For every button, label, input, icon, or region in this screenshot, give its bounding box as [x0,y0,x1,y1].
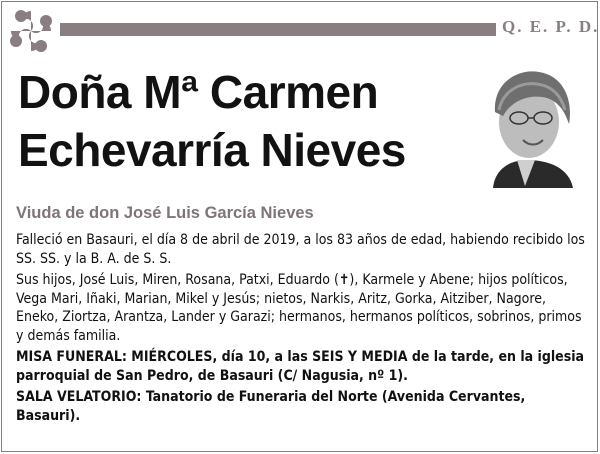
obituary-body [16,231,586,428]
deceased-name [18,63,406,179]
wake-room: SALA VELATORIO: Tanatorio de Funeraria del Norte (Avenida Cervantes, Basauri). [16,389,526,424]
family-list: Sus hijos, José Luis, Miren, Rosana, Patxi, Eduardo (✝), Karmele y Abene; hijos políticos, Vega Mari, Iñaki, Marian, Mikel y Jesús; nietos, Narkis, Aritz, Gorka, Aitziber, Nagore, Eneko, Ziortza, Arantza, Lander y Garazi; hermanos, hermanos políticos, sobrinos, primos y demás familia. [16,272,582,344]
header-bar [60,23,496,36]
portrait-photo [473,60,581,188]
lauburu-icon [8,8,54,54]
subtitle: Viuda de don José Luis García Nieves [16,204,314,222]
name-line-2: Echevarría Nieves [18,124,406,176]
name-line-1: Doña Mª Carmen [18,66,379,118]
qepd-label: Q. E. P. D. [502,17,600,36]
death-notice: Falleció en Basauri, el día 8 de abril de 2019, a los 83 años de edad, habiendo recibido los SS. SS. y la B. A. de S. S. [16,232,585,267]
funeral-mass: MISA FUNERAL: MIÉRCOLES, día 10, a las SEIS Y MEDIA de la tarde, en la iglesia parroquial de San Pedro, de Basauri (C/ Nagusia, nº 1). [16,349,585,384]
